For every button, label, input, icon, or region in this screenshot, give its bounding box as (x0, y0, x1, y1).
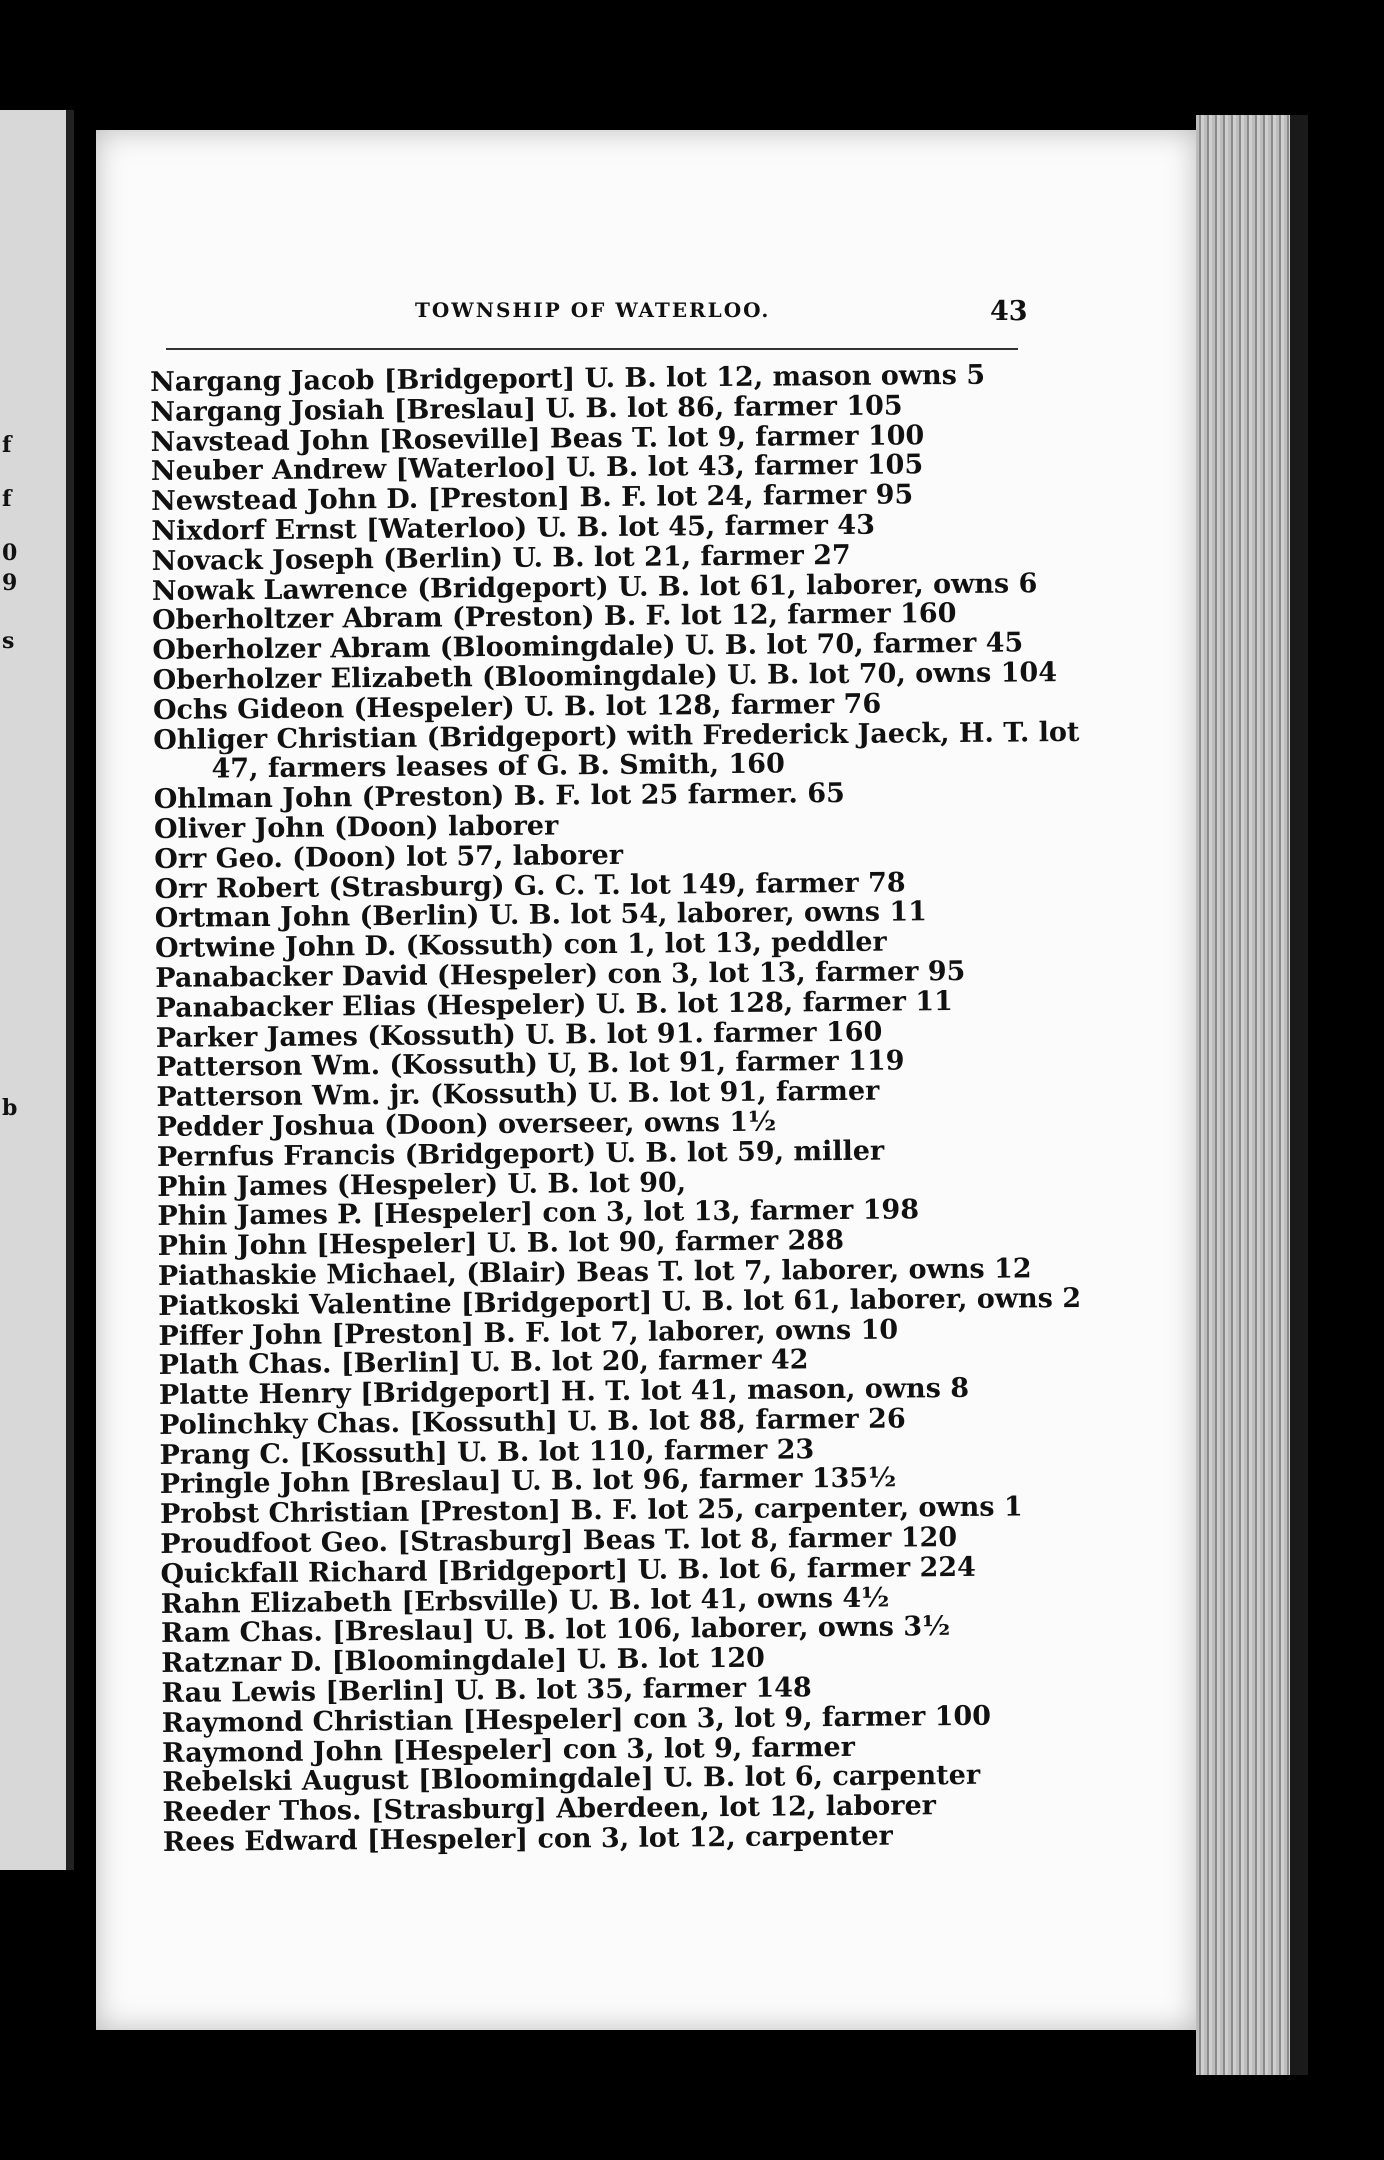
directory-entry-continuation: 47, farmers leases of G. B. Smith, 160 (211, 748, 785, 785)
directory-entry: Nowak Lawrence (Bridgeport) U. B. lot 61, laborer, owns 6 (151, 567, 1038, 607)
directory-entries (149, 359, 1082, 1858)
directory-entry: Oliver John (Doon) laborer (153, 810, 559, 845)
directory-entry: Prang C. [Kossuth] U. B. lot 110, farmer 23 (159, 1433, 815, 1471)
directory-entry: Oberholtzer Abram (Preston) B. F. lot 12, farmer 160 (152, 598, 957, 637)
directory-entry: Rahn Elizabeth [Erbsville) U. B. lot 41, owns 4½ (160, 1582, 890, 1620)
directory-entry: Panabacker David (Hespeler) con 3, lot 13, farmer 95 (155, 955, 966, 994)
directory-entry: Piffer John [Preston] B. F. lot 7, laborer, owns 10 (158, 1314, 899, 1352)
directory-entry: Ortman John (Berlin) U. B. lot 54, laborer, owns 11 (154, 896, 928, 935)
page-number: 43 (990, 296, 1028, 327)
fragment-letter: 0 (2, 540, 18, 566)
fragment-letter: f (2, 486, 12, 512)
directory-entry: Pernfus Francis (Bridgeport) U. B. lot 59, miller (156, 1135, 885, 1173)
directory-entry: Orr Geo. (Doon) lot 57, laborer (154, 839, 624, 875)
directory-entry: Newstead John D. [Preston] B. F. lot 24, farmer 95 (151, 479, 914, 518)
directory-entry: Ratznar D. [Bloomingdale] U. B. lot 120 (161, 1642, 765, 1680)
directory-entry: Parker James (Kossuth) U. B. lot 91. farmer 160 (155, 1016, 883, 1054)
fragment-letter: f (2, 432, 12, 458)
directory-entry: Raymond John [Hespeler] con 3, lot 9, farmer (161, 1731, 856, 1769)
directory-entry: Phin James (Hespeler) U. B. lot 90, (157, 1166, 687, 1203)
directory-entry: Oberholzer Abram (Bloomingdale) U. B. lot 70, farmer 45 (152, 627, 1024, 667)
directory-entry: Patterson Wm. jr. (Kossuth) U. B. lot 91, farmer (156, 1075, 880, 1114)
directory-entry: Rees Edward [Hespeler] con 3, lot 12, carpenter (162, 1820, 893, 1858)
directory-entry: Reeder Thos. [Strasburg] Aberdeen, lot 12, laborer (162, 1790, 937, 1829)
directory-entry: Raymond Christian [Hespeler] con 3, lot 9, farmer 100 (161, 1700, 992, 1739)
fragment-letter: s (2, 628, 15, 654)
book-gutter (66, 110, 74, 1870)
directory-entry: Piathaskie Michael, (Blair) Beas T. lot 7, laborer, owns 12 (157, 1253, 1032, 1292)
directory-entry: Panabacker Elias (Hespeler) U. B. lot 128, farmer 11 (155, 985, 954, 1024)
fragment-letter: 9 (2, 570, 18, 596)
directory-entry: Ram Chas. [Breslau] U. B. lot 106, laborer, owns 3½ (160, 1611, 951, 1650)
directory-entry: Ochs Gideon (Hespeler) U. B. lot 128, farmer 76 (152, 688, 882, 726)
directory-entry: Probst Christian [Preston] B. F. lot 25, carpenter, owns 1 (159, 1491, 1023, 1531)
directory-entry: Rebelski August [Bloomingdale] U. B. lot 6, carpenter (162, 1760, 981, 1799)
directory-entry: Nargang Jacob [Bridgeport] U. B. lot 12, mason owns 5 (149, 359, 986, 398)
directory-entry: Piatkoski Valentine [Bridgeport] U. B. lot 61, laborer, owns 2 (158, 1282, 1082, 1322)
directory-entry: Pedder Joshua (Doon) overseer, owns 1½ (156, 1106, 777, 1143)
fragment-letter: b (2, 1095, 18, 1121)
directory-entry: Plath Chas. [Berlin] U. B. lot 20, farmer 42 (158, 1344, 809, 1382)
running-header: TOWNSHIP OF WATERLOO. (415, 298, 771, 322)
directory-entry: Neuber Andrew [Waterloo] U. B. lot 43, farmer 105 (150, 449, 924, 488)
directory-entry: Orr Robert (Strasburg) G. C. T. lot 149, farmer 78 (154, 866, 906, 905)
directory-entry: Phin James P. [Hespeler] con 3, lot 13, farmer 198 (157, 1194, 920, 1233)
directory-entry: Proudfoot Geo. [Strasburg] Beas T. lot 8, farmer 120 (160, 1522, 958, 1561)
directory-entry: Navstead John [Roseville] Beas T. lot 9, farmer 100 (150, 419, 925, 458)
book-cover-edge (1290, 115, 1308, 2075)
directory-entry: Ortwine John D. (Kossuth) con 1, lot 13, peddler (154, 926, 887, 965)
directory-entry: Ohlman John (Preston) B. F. lot 25 farmer. 65 (153, 778, 845, 816)
directory-entry: Platte Henry [Bridgeport] H. T. lot 41, mason, owns 8 (158, 1372, 970, 1412)
directory-entry: Oberholzer Elizabeth (Bloomingdale) U. B. lot 70, owns 104 (152, 657, 1058, 696)
left-page-fragment (0, 110, 66, 1870)
directory-entry: Nixdorf Ernst [Waterloo) U. B. lot 45, farmer 43 (151, 509, 876, 547)
directory-entry: Nargang Josiah [Breslau] U. B. lot 86, farmer 105 (150, 390, 903, 428)
directory-entry: Ohliger Christian (Bridgeport) with Frederick Jaeck, H. T. lot (153, 716, 1080, 756)
directory-entry: Novack Joseph (Berlin) U. B. lot 21, farmer 27 (151, 539, 851, 577)
directory-entry: Rau Lewis [Berlin] U. B. lot 35, farmer 148 (161, 1672, 812, 1710)
directory-entry: Patterson Wm. (Kossuth) U, B. lot 91, farmer 119 (155, 1045, 905, 1084)
directory-entry: Pringle John [Breslau] U. B. lot 96, farmer 135½ (159, 1463, 897, 1501)
directory-entry: Quickfall Richard [Bridgeport] U. B. lot 6, farmer 224 (160, 1551, 977, 1590)
header-rule (166, 348, 1018, 350)
directory-entry: Phin John [Hespeler] U. B. lot 90, farmer 288 (157, 1225, 845, 1263)
directory-entry: Polinchky Chas. [Kossuth] U. B. lot 88, farmer 26 (159, 1403, 906, 1441)
